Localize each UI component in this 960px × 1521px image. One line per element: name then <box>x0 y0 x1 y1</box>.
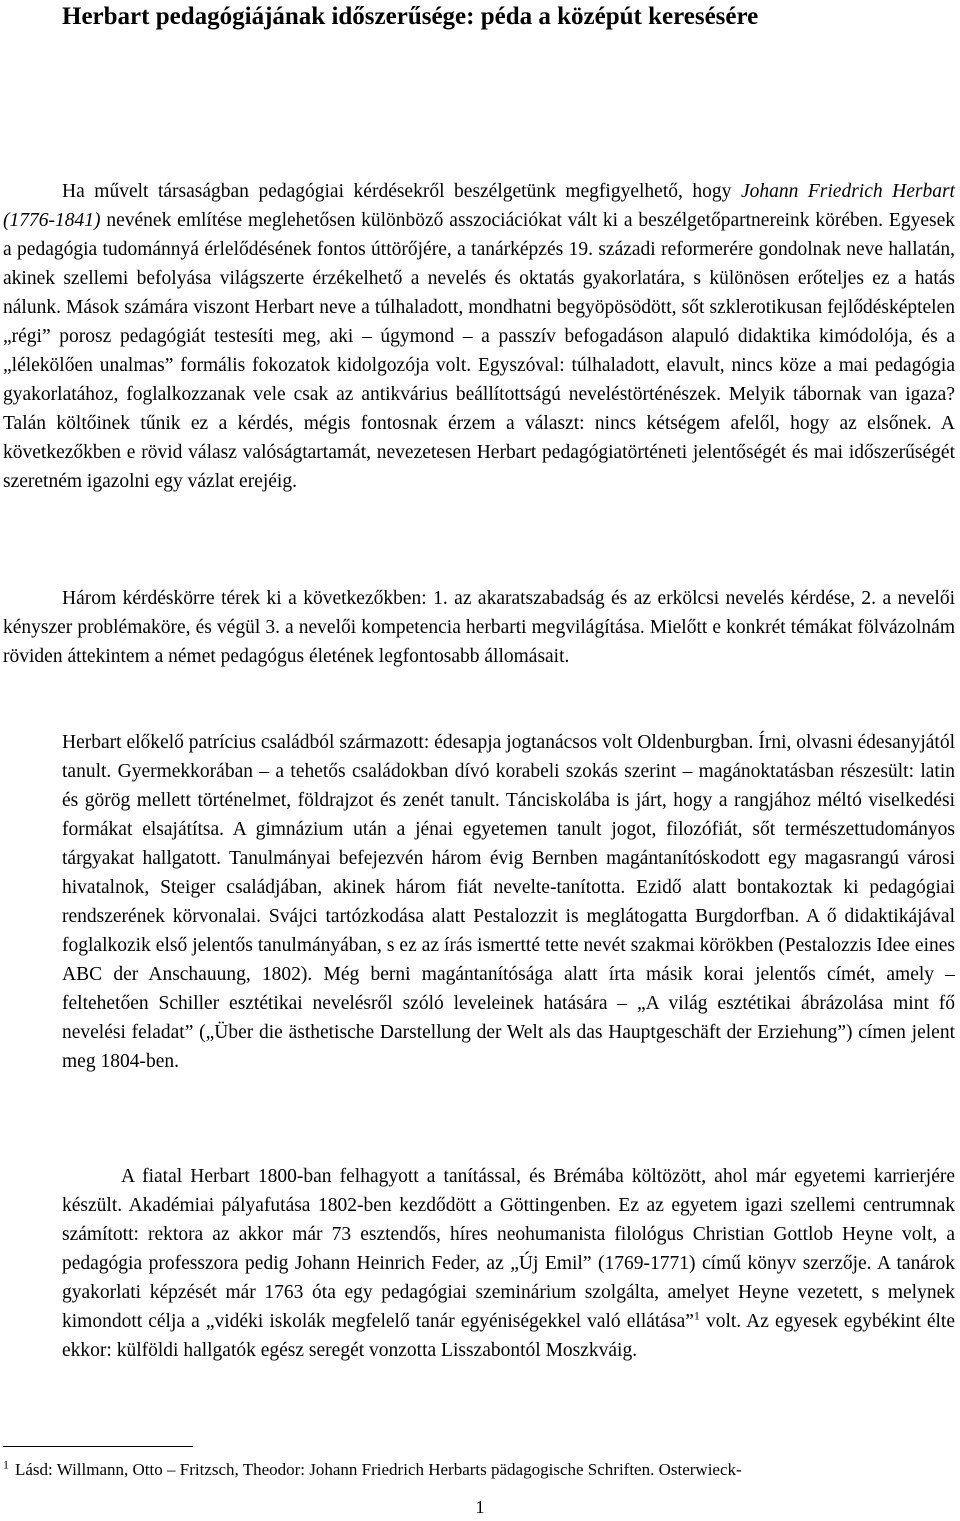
footnote-divider <box>3 1446 193 1447</box>
paragraph-outline: Három kérdéskörre térek ki a következőkben: 1. az akaratszabadság és az erkölcsi nevelés kérdése, 2. a nevelői kényszer problémaköre, és végül 3. a nevelői kompetencia herbarti megvilágítása. Mielőtt e konkrét témákat fölvázolnám röviden áttekintem a német pedagógus életének legfontosabb állomásait. <box>3 588 955 667</box>
paragraph-intro-text-b: nevének említése meglehetősen különböző asszociációkat vált ki a beszélgetőpartnereink körében. Egyesek a pedagógia tudománnyá érlelődésének fontos úttörőjére, a tanárképzés 19. századi reformerére gondolnak neve hallatán, akinek szellemi befolyása világszerte érzékelhető a nevelés és oktatás gyakorlatára, s különösen erőteljes ez a hatás nálunk. Mások számára viszont Herbart neve a túlhaladott, mondhatni begyöpösödött, sőt szklerotikusan fejlődésképtelen „régi” porosz pedagógiát testesíti meg, aki – úgymond – a passzív befogadáson alapuló didaktika kimódolója, és a „lélekölően unalmas” formális fokozatok kidolgozója volt. Egyszóval: túlhaladott, elavult, nincs köze a mai pedagógia gyakorlatához, foglalkozzanak vele csak az antikvárius beállítottságú neveléstörténészek. Melyik tábornak van igaza? Talán költőinek tűnik ez a kérdés, mégis fontosnak érzem a választ: nincs kétségem afelől, hogy az elsőnek. A következőkben e rövid válasz valóságtartamát, nevezetesen Herbart pedagógiatörténeti jelentőségét és mai időszerűségét szeretném igazolni egy vázlat erejéig. <box>3 210 955 492</box>
footnote-marker: 1 <box>3 1457 9 1472</box>
footnote-text: Lásd: Willmann, Otto – Fritzsch, Theodor: Johann Friedrich Herbarts pädagogische Schriften. Osterwieck- <box>15 1460 742 1479</box>
paragraph-gottingen <box>62 1162 955 1365</box>
document-title: Herbart pedagógiájának időszerűsége: péda a középút keresésére <box>62 3 759 30</box>
page-number: 1 <box>475 1497 485 1517</box>
footnote-reference[interactable]: 1 <box>693 1308 700 1323</box>
paragraph-gottingen-text-a: A fiatal Herbart 1800-ban felhagyott a tanítással, és Brémába költözött, ahol már egyetemi karrierjére készült. Akadémiai pályafutása 1802-ben kezdődött a Göttingenben. Ez az egyetem igazi szellemi centrumnak számított: rektora az akkor már 73 esztendős, híres neohumanista filológus Christian Gottlob Heyne volt, a pedagógia professzora pedig Johann Heinrich Feder, az „Új Emil” (1769-1771) című könyv szerzője. A tanárok gyakorlati képzését már 1763 óta egy pedagógiai szeminárium szolgálta, amelyet Heyne vezetett, s melynek kimondott célja a „vidéki iskolák megfelelő tanár egyéniségekkel való ellátása” <box>62 1166 955 1332</box>
paragraph-gottingen-text-b: volt. Az egyesek egybékint élte ekkor: külföldi hallgatók egész seregét vonzotta Lisszabontól Moszkváig. <box>62 1311 955 1361</box>
paragraph-intro-text-a: Ha művelt társaságban pedagógiai kérdésekről beszélgetünk megfigyelhető, hogy <box>62 181 741 202</box>
paragraph-intro <box>3 177 955 496</box>
paragraph-biography: Herbart előkelő patrícius családból származott: édesapja jogtanácsos volt Oldenburgban. Írni, olvasni édesanyjától tanult. Gyermekkorában – a tehetős családokban dívó korabeli szokás szerint – magánoktatásban részesült: latin és görög mellett történelmet, földrajzot és zenét tanult. Tánciskolába is járt, hogy a rangjához méltó viselkedési formákat elsajátítsa. A gimnázium után a jénai egyetemen tanult jogot, filozófiát, sőt természettudományos tárgyakat hallgatott. Tanulmányai befejezvén három évig Bernben magántanítóskodott egy magasrangú városi hivatalnok, Steiger családjában, akinek három fiát nevelte-tanította. Ezidő alatt bontakoztak ki pedagógiai rendszerének körvonalai. Svájci tartózkodása alatt Pestalozzit is meglátogatta Burgdorfban. A ő didaktikájával foglalkozik első jelentős tanulmányában, s ez az írás ismertté tette nevét szakmai körökben (Pestalozzis Idee eines ABC der Anschauung, 1802). Még berni magántanítósága alatt írta másik korai jelentős címét, amely – feltehetően Schiller esztétikai nevelésről szóló leveleinek hatására – „A világ esztétikai ábrázolása mint fő nevelési feladat” („Über die ästhetische Darstellung der Welt als das Hauptgeschäft der Erziehung”) címen jelent meg 1804-ben. <box>62 732 955 1072</box>
footnote <box>3 1458 955 1482</box>
herbart-name-italic: Johann Friedrich Herbart (1776-1841) <box>3 181 955 231</box>
